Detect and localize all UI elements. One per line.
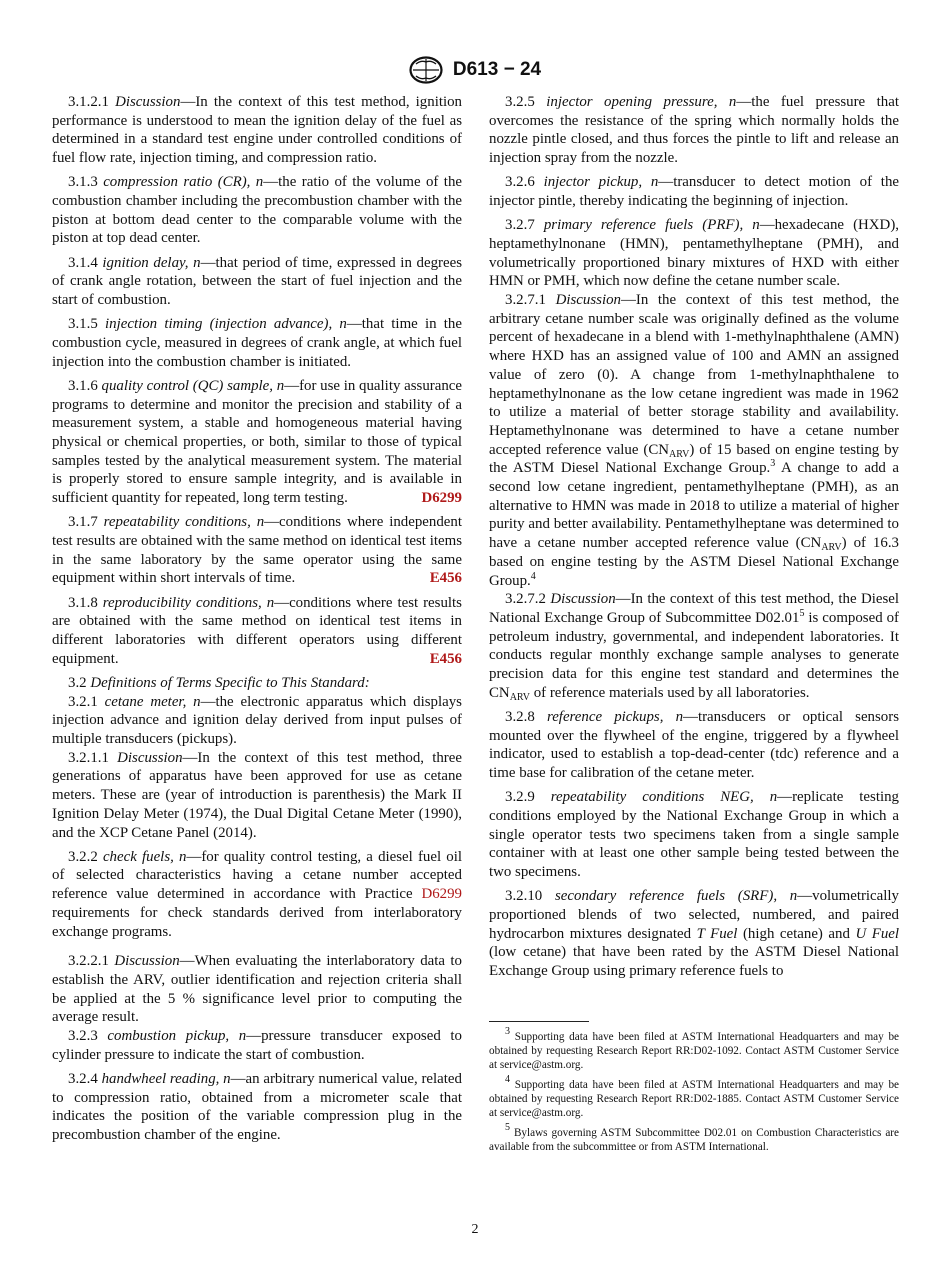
section-3-2-2-1: 3.2.2.1 Discussion—When evaluating the interlaboratory data to establish the ARV, outlier identification and rejection criteria shall be applied at the 5 % significance level prior to computing the average result.	[52, 953, 462, 1026]
section-3-2-1: 3.2.1 cetane meter, n—the electronic apparatus which displays injection advance and ignition delay derived from input pulses of multiple transducers (pickups).	[52, 693, 462, 747]
footnote-5: $^5$ Bylaws governing ASTM Subcommittee D02.01 on Combustion Characteristics are available from the subcommittee or from ASTM International.	[489, 1122, 899, 1154]
section-3-2-8: 3.2.8 reference pickups, n—transducers or optical sensors mounted over the flywheel of the engine, triggered by a flywheel indicator, used to establish a top-dead-center (tdc) reference and a time base for calibration of the cetane meter.	[489, 709, 899, 782]
section-3-2-4: 3.2.4 handwheel reading, n—an arbitrary numerical value, related to compression ratio, obtained from a micrometer scale that indicates the position of the variable compression plug in the precombustion chamber of the engine.	[52, 1070, 462, 1144]
reference-link-e456[interactable]: E456	[429, 570, 462, 587]
section-3-1-5: 3.1.5 injection timing (injection advance), n—that time in the combustion cycle, measured in degrees of crank angle, at which fuel injection into the combustion chamber is initiated.	[52, 316, 462, 370]
section-3-1-4: 3.1.4 ignition delay, n—that period of time, expressed in degrees of crank angle rotation, between the start of fuel injection and the start of combustion.	[52, 254, 462, 309]
section-3-1-3: 3.1.3 compression ratio (CR), n—the ratio of the volume of the combustion chamber including the precombustion chamber with the piston at bottom dead center to the comparable volume with the piston at top dead center.	[52, 174, 462, 247]
section-3-1-2-1: 3.1.2.1 Discussion—In the context of this test method, ignition performance is understood to mean the ignition delay of the fuel as determined in a standard test engine under controlled conditions of fuel flow rate, injection timing, and compression ratio.	[52, 94, 462, 167]
section-3-1-7: 3.1.7 repeatability conditions, n—conditions where independent test results are obtained with the same method on identical test items in the same laboratory by the same operator using the same equipment within short intervals of time. E456	[52, 514, 462, 587]
section-3-1-8: 3.1.8 reproducibility conditions, n—conditions where test results are obtained with the same method on identical test items in different laboratories with different operators using different equipment. E456	[52, 594, 462, 667]
section-3-2-10: 3.2.10 secondary reference fuels (SRF), n—volumetrically proportioned blends of two selected, numbered, and paired hydrocarbon mixtures designated T Fuel (high cetane) and U Fuel (low cetane) that have been rated by the ASTM Diesel National Exchange Group using primary reference fuels to	[489, 888, 900, 980]
section-3-2: 3.2 Definitions of Terms Specific to This Standard:	[68, 674, 370, 691]
section-3-2-3: 3.2.3 combustion pickup, n—pressure transducer exposed to cylinder pressure to indicate the start of combustion.	[52, 1028, 462, 1063]
footnote-ref-3[interactable]: 3	[770, 458, 776, 470]
right-column	[489, 93, 899, 1160]
section-3-2-6: 3.2.6 injector pickup, n—transducer to detect motion of the injector pintle, thereby indicating the beginning of injection.	[489, 174, 899, 210]
reference-link-e456[interactable]: E456	[429, 650, 462, 667]
footnote-4: $^4$ Supporting data have been filed at ASTM International Headquarters and may be obtained by requesting Research Report RR:D02-1885. Contact ASTM Customer Service at service@astm.org.	[489, 1073, 899, 1120]
page-number: 2	[471, 1222, 479, 1237]
section-3-2-1-1: 3.2.1.1 Discussion—In the context of this test method, three generations of apparatus have been approved for use as cetane meters. These are (year of introduction is parenthesis) the Mark II Ignition Delay Meter (1974), the Dual Digital Cetane Meter (1990), and the XCP Cetane Panel (2014).	[52, 749, 462, 841]
reference-link-d6299[interactable]: D6299	[421, 490, 462, 507]
footnote-3: $^3$ Supporting data have been filed at ASTM International Headquarters and may be obtained by requesting Research Report RR:D02-1092. Contact ASTM Customer Service at service@astm.org.	[489, 1025, 899, 1072]
section-3-2-2: 3.2.2 check fuels, n—for quality control testing, a diesel fuel oil of selected characteristics having a cetane number accepted reference value determined in accordance with Practice D6299 requirements for check standards derived from interlaboratory exchange programs.	[52, 848, 462, 940]
section-3-2-7-2: 3.2.7.2 Discussion—In the context of this test method, the Diesel National Exchange Group of Subcommittee D02.01$^5$ is composed of petroleum industry, governmental, and independent laboratories. It conducts regular monthly exchange sample analyses to generate precision data for this engine test standard and determines the $CN_{ARV}$ of reference materials used by all laboratories.	[489, 591, 899, 703]
astm-logo-icon	[409, 56, 443, 84]
section-3-1-6: 3.1.6 quality control (QC) sample, n—for use in quality assurance programs to determine and monitor the precision and stability of a measurement system, a stable and homogeneous material having physical or chemical properties, or both, similar to those of typical samples tested by the analytical measurement system. The material is properly stored to ensure sample integrity, and is available in sufficient quantity for repeated, long term testing. D6299	[52, 377, 462, 507]
footnote-divider	[489, 1021, 589, 1022]
standard-designation: D613 − 24	[452, 59, 542, 80]
reference-link-d6299[interactable]: D6299	[421, 886, 462, 903]
footnote-ref-5[interactable]: 5	[799, 607, 805, 619]
section-3-2-7: 3.2.7 primary reference fuels (PRF), n—hexadecane (HXD), heptamethylnonane (HMN), pentamethylheptane (PMH), and volumetrically proportioned binary mixtures of HXD with either HMN or PMH, which now define the cetane number scale.	[489, 217, 899, 290]
page-header	[0, 56, 950, 84]
footnote-ref-4[interactable]: 4	[530, 570, 536, 582]
left-column	[52, 93, 462, 1150]
section-3-2-5: 3.2.5 injector opening pressure, n—the fuel pressure that overcomes the resistance of the spring which normally holds the nozzle pintle closed, and thus forces the pintle to lift and release an injection spray from the nozzle.	[489, 94, 899, 167]
section-3-2-7-1: 3.2.7.1 Discussion—In the context of this test method, the arbitrary cetane number scale was originally defined as the volume percent of hexadecane in a blend with 1-methylnaphthalene (AMN) where HXD has an assigned value of 100 and AMN an assigned value of zero (0). A change from 1-methylnaphthalene to heptamethylnonane as the low cetane ingredient was made in 1962 to utilize a material of better storage stability and availability. Heptamethylnonane was determined to have a cetane number accepted reference value $(CN_{ARV})$ of 15 based on engine testing by the ASTM Diesel National Exchange Group.$^3$ A change to add a second low cetane ingredient, pentamethylheptane (PMH), as an alternative to HMN was made in 2018 to utilize a material of higher purity and better availability. Pentamethylheptane was determined to have a cetane number accepted reference value $(CN_{ARV})$ of 16.3 based on engine testing by the ASTM Diesel National Exchange Group.$^4$	[489, 292, 900, 589]
section-3-2-9: 3.2.9 repeatability conditions NEG, n—replicate testing conditions employed by the National Exchange Group in which a single operator tests two specimens taken from a single sample container with at least one other sample being tested between the two specimens.	[489, 789, 899, 881]
